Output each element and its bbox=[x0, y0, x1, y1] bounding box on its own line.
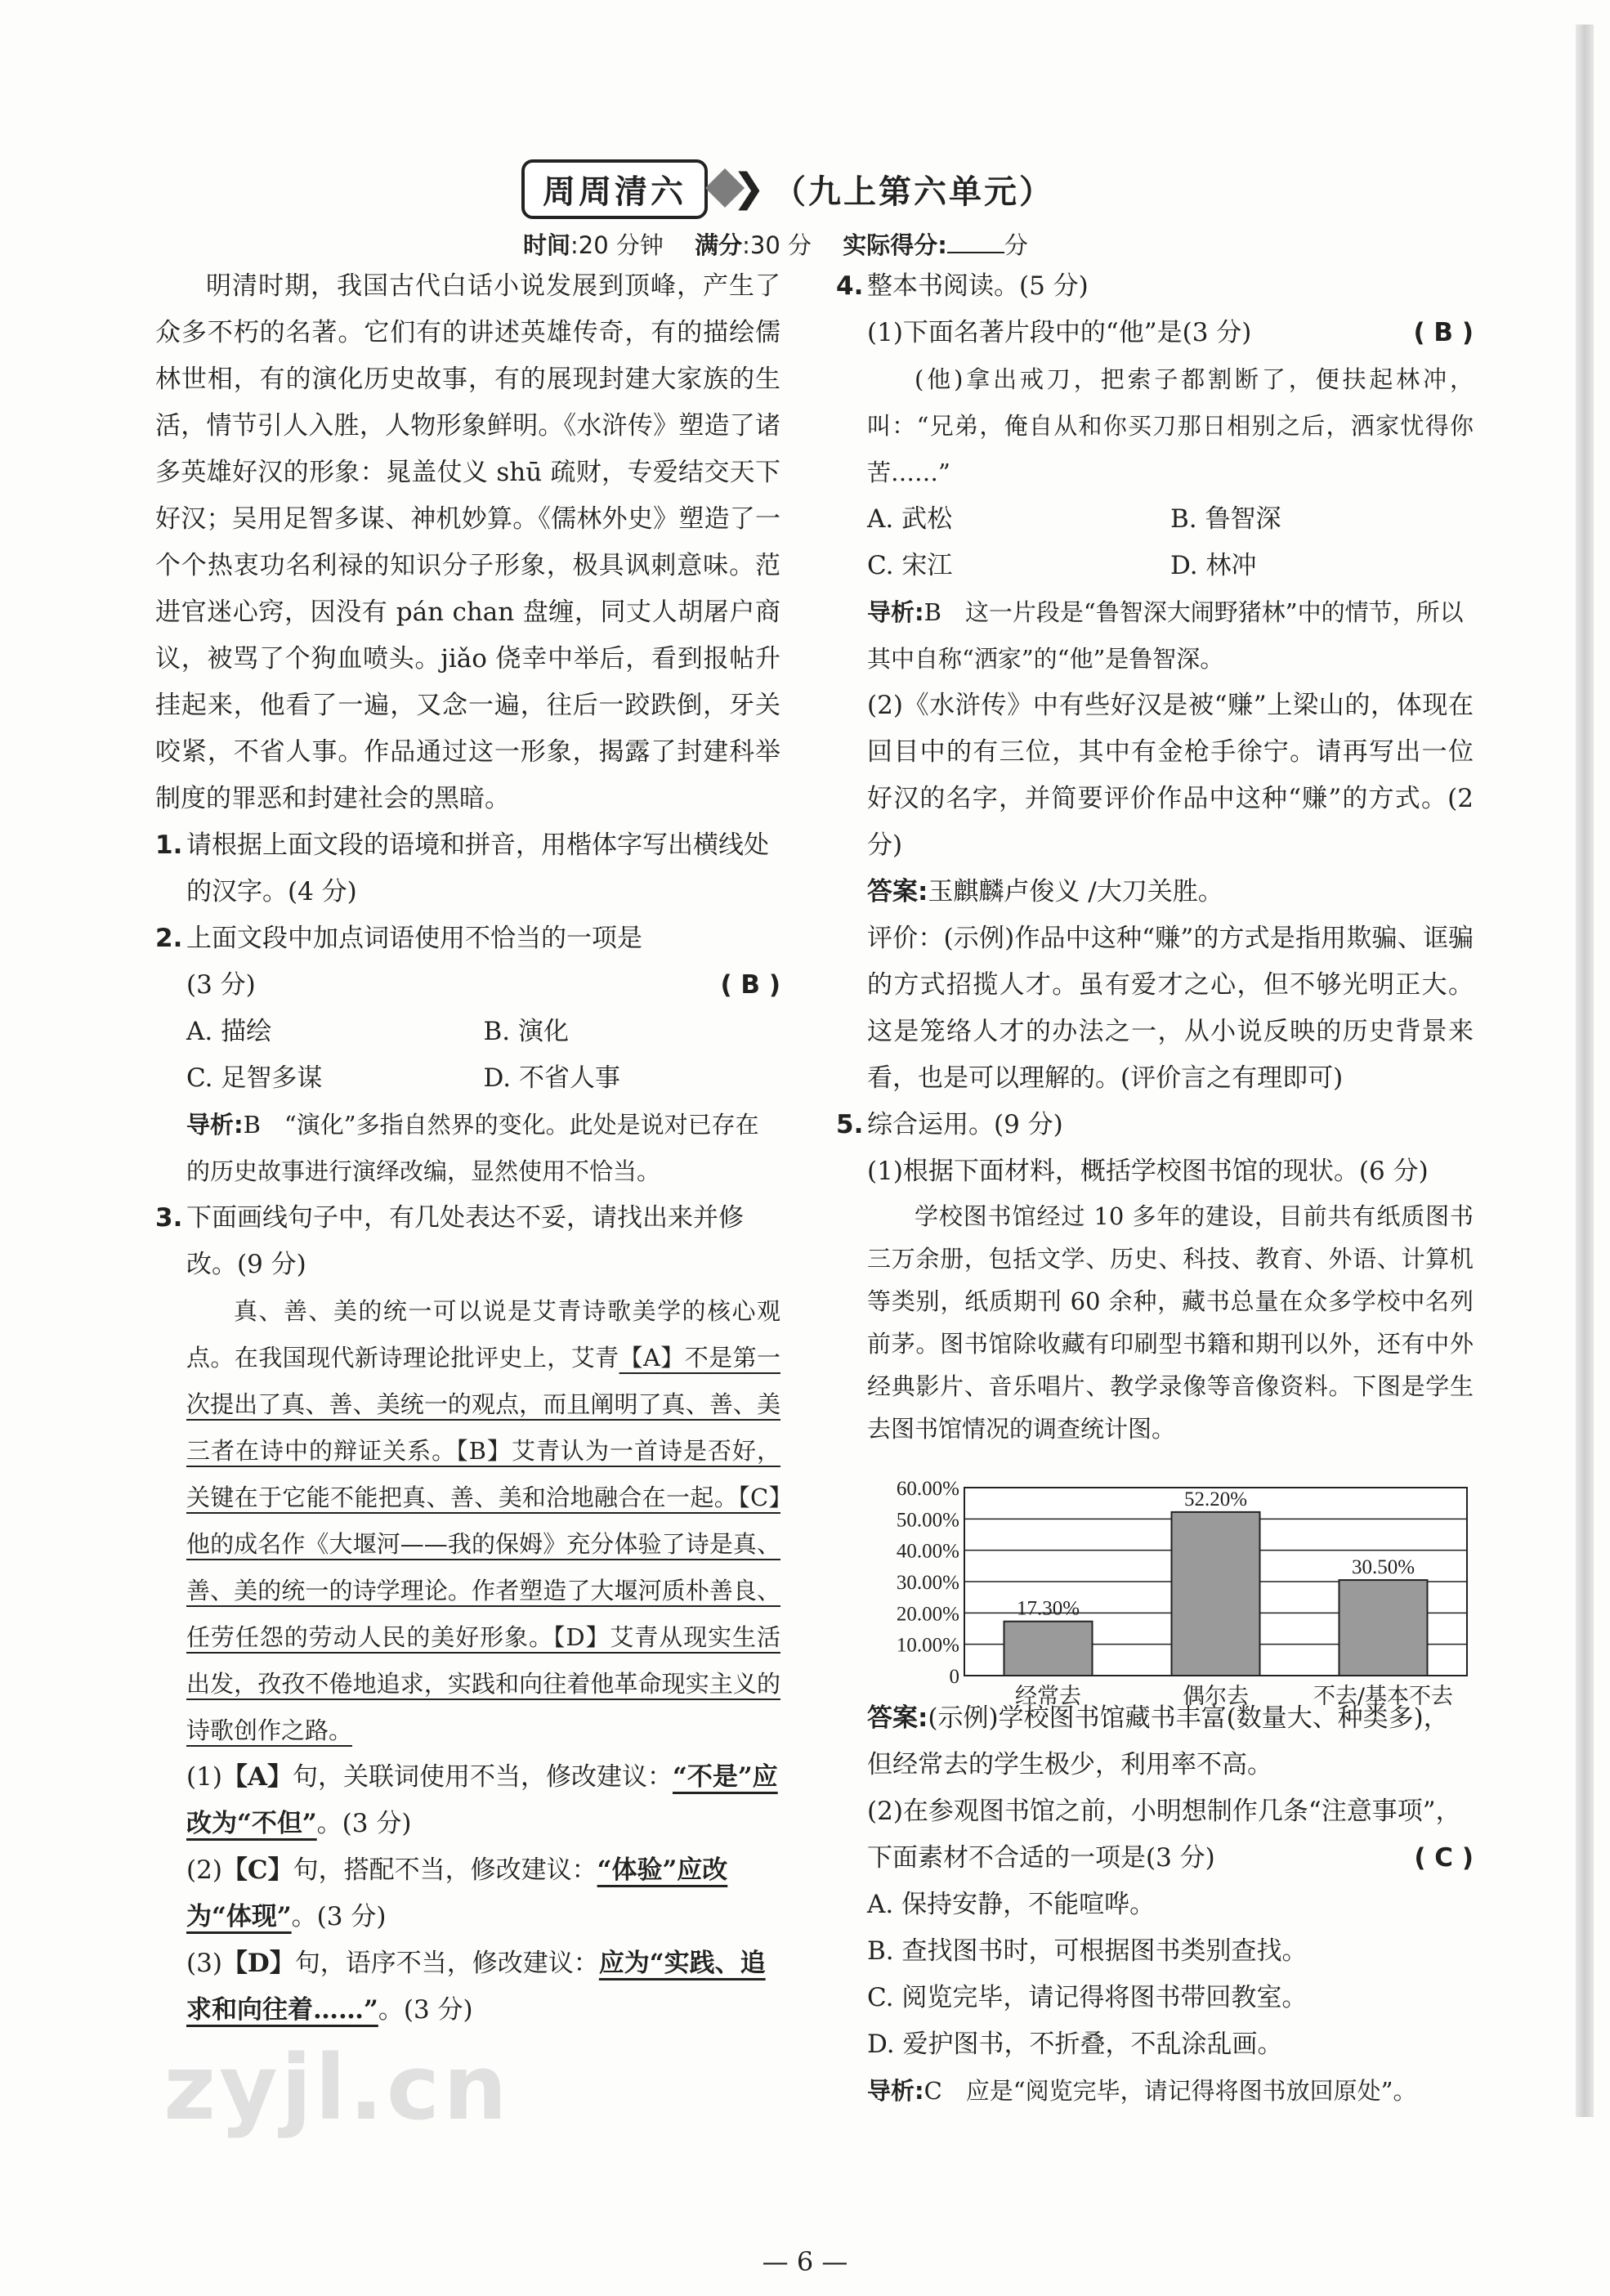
y-tick-label: 10.00% bbox=[896, 1634, 959, 1657]
q4-1-text: (1)下面名著片段中的“他”是(3 分) bbox=[867, 318, 1252, 347]
q4-2-eval: 评价：(示例)作品中这种“赚”的方式是指用欺骗、诓骗的方式招揽人才。虽有爱才之心，但不够光明正大。这是笼络人才的办法之一，从小说反映的历史背景来看，也是可以理解的。(评价言之有理即可) bbox=[867, 924, 1474, 1093]
q3-a3-mid: 句，语序不当，修改建议： bbox=[294, 1949, 599, 1978]
y-tick-label: 50.00% bbox=[896, 1509, 959, 1532]
y-tick-label: 0 bbox=[949, 1666, 959, 1688]
q2-options-row-2 bbox=[155, 1055, 780, 1102]
q5-2-guide bbox=[836, 2068, 1474, 2115]
q2-options-row-1 bbox=[155, 1009, 780, 1055]
left-column bbox=[155, 263, 780, 2034]
q3-a1-prefix: (1) bbox=[186, 1762, 222, 1792]
q4-2-answer-label: 答案: bbox=[867, 877, 928, 906]
q4-number: 4. bbox=[836, 271, 864, 301]
q5-2-option-a: A. 保持安静，不能喧哗。 bbox=[867, 1890, 1156, 1919]
q4-option-c: C. 宋江 bbox=[867, 551, 953, 580]
q4-option-b: B. 鲁智深 bbox=[1170, 504, 1281, 534]
q3-a3-tag: 【D】 bbox=[221, 1949, 295, 1978]
q4-options-row-1 bbox=[836, 496, 1474, 543]
q4-1-passage: (他)拿出戒刀，把索子都割断了，便扶起林冲，叫：“兄弟，俺自从和你买刀那日相别之后，洒家忧得你苦……” bbox=[867, 365, 1474, 486]
q2-option-d: D. 不省人事 bbox=[483, 1063, 620, 1093]
q3-a2-mid: 句，搭配不当，修改建议： bbox=[293, 1855, 597, 1885]
title-row bbox=[521, 159, 1054, 218]
bar bbox=[1004, 1622, 1093, 1676]
q2-option-c: C. 足智多谋 bbox=[186, 1063, 323, 1093]
q3-passage-plain: 真、善、美的统一可以说是艾青诗歌美学的核心观点。在我国现代新诗理论批评史上，艾青 bbox=[186, 1297, 780, 1372]
watermark: zyjl.cn bbox=[163, 2035, 511, 2140]
score-label: 满分 bbox=[695, 231, 743, 259]
q3-a2-tag: 【C】 bbox=[221, 1855, 293, 1885]
q5-1-answer bbox=[836, 1695, 1474, 1788]
q4-text: 整本书阅读。(5 分) bbox=[867, 271, 1089, 301]
q5-2-answer: ( C ) bbox=[1414, 1843, 1474, 1873]
q2-score-line bbox=[155, 962, 780, 1009]
q3-a2-end: 。(3 分) bbox=[291, 1902, 387, 1931]
bar-value-label: 17.30% bbox=[1016, 1597, 1080, 1620]
y-tick-label: 30.00% bbox=[896, 1572, 959, 1594]
x-category-label: 经常去 bbox=[1015, 1684, 1081, 1707]
actual-blank bbox=[947, 252, 1004, 253]
q5-2-option-b: B. 查找图书时，可根据图书类别查找。 bbox=[867, 1936, 1308, 1966]
q2-score: (3 分) bbox=[186, 970, 256, 1000]
q2-option-a: A. 描绘 bbox=[186, 1017, 272, 1046]
q1-text: 请根据上面文段的语境和拼音，用楷体字写出横线处的汉字。(4 分) bbox=[186, 830, 769, 906]
q3-text: 下面画线句子中，有几处表达不妥，请找出来并修改。(9 分) bbox=[186, 1203, 744, 1279]
q3-passage-underlined: 【A】不是第一次提出了真、善、美统一的观点，而且阐明了真、善、美三者在诗中的辩证关系。【B】艾青认为一首诗是否好，关键在于它能不能把真、善、美和洽地融合在一起。【C】他的成名作《大堰河——我的保姆》充分体验了诗是真、善、美的统一的诗学理论。作者塑造了大堰河质朴善良、任劳任怨的劳动人民的美好形象。【D】艾青从现实生活出发，孜孜不倦地追求，实践和向往着他革命现实主义的诗歌创作之路。 bbox=[186, 1344, 780, 1744]
q5-2-text: (2)在参观图书馆之前，小明想制作几条“注意事项”，下面素材不合适的一项是(3 分) bbox=[867, 1797, 1461, 1873]
q5-number: 5. bbox=[836, 1110, 864, 1139]
library-visit-chart bbox=[866, 1478, 1471, 1707]
y-tick-label: 60.00% bbox=[896, 1478, 959, 1500]
page-number: — 6 — bbox=[762, 2246, 848, 2277]
q3-a3-end: 。(3 分) bbox=[378, 1995, 473, 2025]
page-edge bbox=[1576, 25, 1594, 2117]
q2-guide bbox=[155, 1102, 780, 1195]
bar-value-label: 52.20% bbox=[1183, 1488, 1248, 1511]
q5-1-passage: 学校图书馆经过 10 多年的建设，目前共有纸质图书三万余册，包括文学、历史、科技、教育、外语、计算机等类别，纸质期刊 60 余种，藏书总量在众多学校中名列前茅。图书馆除收藏有印刷型书籍和期刊以外，还有中外经典影片、音乐唱片、教学录像等音像资料。下图是学生去图书馆情况的调查统计图。 bbox=[867, 1202, 1474, 1443]
time-value: :20 分钟 bbox=[570, 231, 664, 259]
q2-text: 上面文段中加点词语使用不恰当的一项是 bbox=[186, 924, 642, 953]
q3-a3-fix: 应为“实践、追求和向往着……” bbox=[186, 1949, 766, 2025]
q5-2-option-d: D. 爱护图书，不折叠，不乱涂乱画。 bbox=[867, 2030, 1283, 2059]
bar bbox=[1172, 1512, 1260, 1676]
y-tick-label: 40.00% bbox=[896, 1540, 959, 1563]
q5-2-guide-label: 导析: bbox=[867, 2077, 924, 2105]
q2-guide-text: B “演化”多指自然界的变化。此处是说对已存在的历史故事进行演绎改编，显然使用不恰当。 bbox=[186, 1111, 759, 1185]
q3-number: 3. bbox=[155, 1203, 183, 1233]
arrow-icon: ❯ bbox=[704, 166, 762, 212]
x-category-label: 偶尔去 bbox=[1183, 1684, 1249, 1707]
exam-meta bbox=[523, 227, 1028, 261]
q3-a3-prefix: (3) bbox=[186, 1949, 222, 1978]
q5-2-guide-text: C 应是“阅览完毕，请记得将图书放回原处”。 bbox=[924, 2077, 1417, 2105]
q2-number: 2. bbox=[155, 924, 183, 953]
q5-1-answer-label: 答案: bbox=[867, 1703, 928, 1733]
q5-1-answer-text: (示例)学校图书馆藏书丰富(数量大、种类多)，但经常去的学生极少，利用率不高。 bbox=[867, 1703, 1449, 1779]
right-column bbox=[836, 263, 1474, 2115]
intro-passage: 明清时期，我国古代白话小说发展到顶峰，产生了众多不朽的名著。它们有的讲述英雄传奇，有的描绘儒林世相，有的演化历史故事，有的展现封建大家族的生活，情节引人入胜，人物形象鲜明。《水浒传》塑造了诸多英雄好汉的形象：晁盖仗义 shū 疏财，专爱结交天下好汉；吴用足智多谋、神机妙算。《儒林外史》塑造了一个个热衷功名利禄的知识分子形象，极具讽刺意味。范进官迷心窍，因没有 pán chan 盘缠，同丈人胡屠户商议，被骂了个狗血喷头。jiǎo 侥幸中举后，看到报帖升挂起来，他看了一遍，又念一遍，往后一跤跌倒，牙关咬紧，不省人事。作品通过这一形象，揭露了封建科举制度的罪恶和封建社会的黑暗。 bbox=[155, 271, 780, 813]
q3-answer-2 bbox=[155, 1847, 780, 1940]
q4-2-answer bbox=[836, 869, 1474, 915]
bar-value-label: 30.50% bbox=[1351, 1556, 1415, 1579]
page-title: 周周清六 bbox=[521, 159, 708, 219]
question-2 bbox=[155, 915, 780, 962]
q3-a2-prefix: (2) bbox=[186, 1855, 222, 1885]
q3-a1-fix: “不是”应改为“不但” bbox=[186, 1762, 778, 1838]
q3-a1-end: 。(3 分) bbox=[316, 1809, 412, 1838]
q4-1 bbox=[836, 310, 1474, 356]
q2-answer: ( B ) bbox=[720, 970, 780, 1000]
q4-2: (2)《水浒传》中有些好汉是被“赚”上梁山的，体现在回目中的有三位，其中有金枪手徐宁。请再写出一位好汉的名字，并简要评价作品中这种“赚”的方式。(2 分) bbox=[867, 691, 1474, 860]
score-value: :30 分 bbox=[742, 231, 812, 259]
actual-label: 实际得分: bbox=[843, 231, 947, 259]
time-label: 时间 bbox=[523, 231, 571, 259]
q3-answer-3 bbox=[155, 1940, 780, 2034]
q3-a1-mid: 句，关联词使用不当，修改建议： bbox=[292, 1762, 673, 1792]
q4-1-guide-label: 导析: bbox=[867, 598, 924, 626]
q4-option-a: A. 武松 bbox=[867, 504, 953, 534]
actual-unit: 分 bbox=[1004, 231, 1028, 259]
q5-text: 综合运用。(9 分) bbox=[867, 1110, 1063, 1139]
q4-2-answer-text: 玉麒麟卢俊义 /大刀关胜。 bbox=[928, 877, 1223, 906]
question-4 bbox=[836, 263, 1474, 310]
q3-answer-1 bbox=[155, 1754, 780, 1847]
q4-options-row-2 bbox=[836, 543, 1474, 589]
q3-a1-tag: 【A】 bbox=[221, 1762, 293, 1792]
question-1 bbox=[155, 822, 780, 915]
q2-guide-label: 导析: bbox=[186, 1111, 244, 1139]
q4-option-d: D. 林冲 bbox=[1170, 551, 1257, 580]
question-3 bbox=[155, 1195, 780, 1288]
q4-1-guide-text: B 这一片段是“鲁智深大闹野猪林”中的情节，所以其中自称“洒家”的“他”是鲁智深。 bbox=[867, 598, 1464, 673]
page-subtitle: （九上第六单元） bbox=[773, 172, 1054, 211]
q4-1-guide bbox=[836, 589, 1474, 683]
q3-passage bbox=[155, 1288, 780, 1754]
q2-option-b: B. 演化 bbox=[483, 1017, 569, 1046]
y-tick-label: 20.00% bbox=[896, 1603, 959, 1626]
q5-2 bbox=[836, 1788, 1474, 1882]
bar bbox=[1339, 1580, 1428, 1676]
q4-1-answer: ( B ) bbox=[1413, 318, 1474, 347]
q1-number: 1. bbox=[155, 830, 183, 860]
q5-2-option-c: C. 阅览完毕，请记得将图书带回教室。 bbox=[867, 1983, 1308, 2012]
q5-1: (1)根据下面材料，概括学校图书馆的现状。(6 分) bbox=[867, 1157, 1429, 1186]
x-category-label: 不去/基本不去 bbox=[1313, 1684, 1454, 1707]
question-5 bbox=[836, 1102, 1474, 1148]
q3-a2-fix: “体验”应改为“体现” bbox=[186, 1855, 728, 1931]
